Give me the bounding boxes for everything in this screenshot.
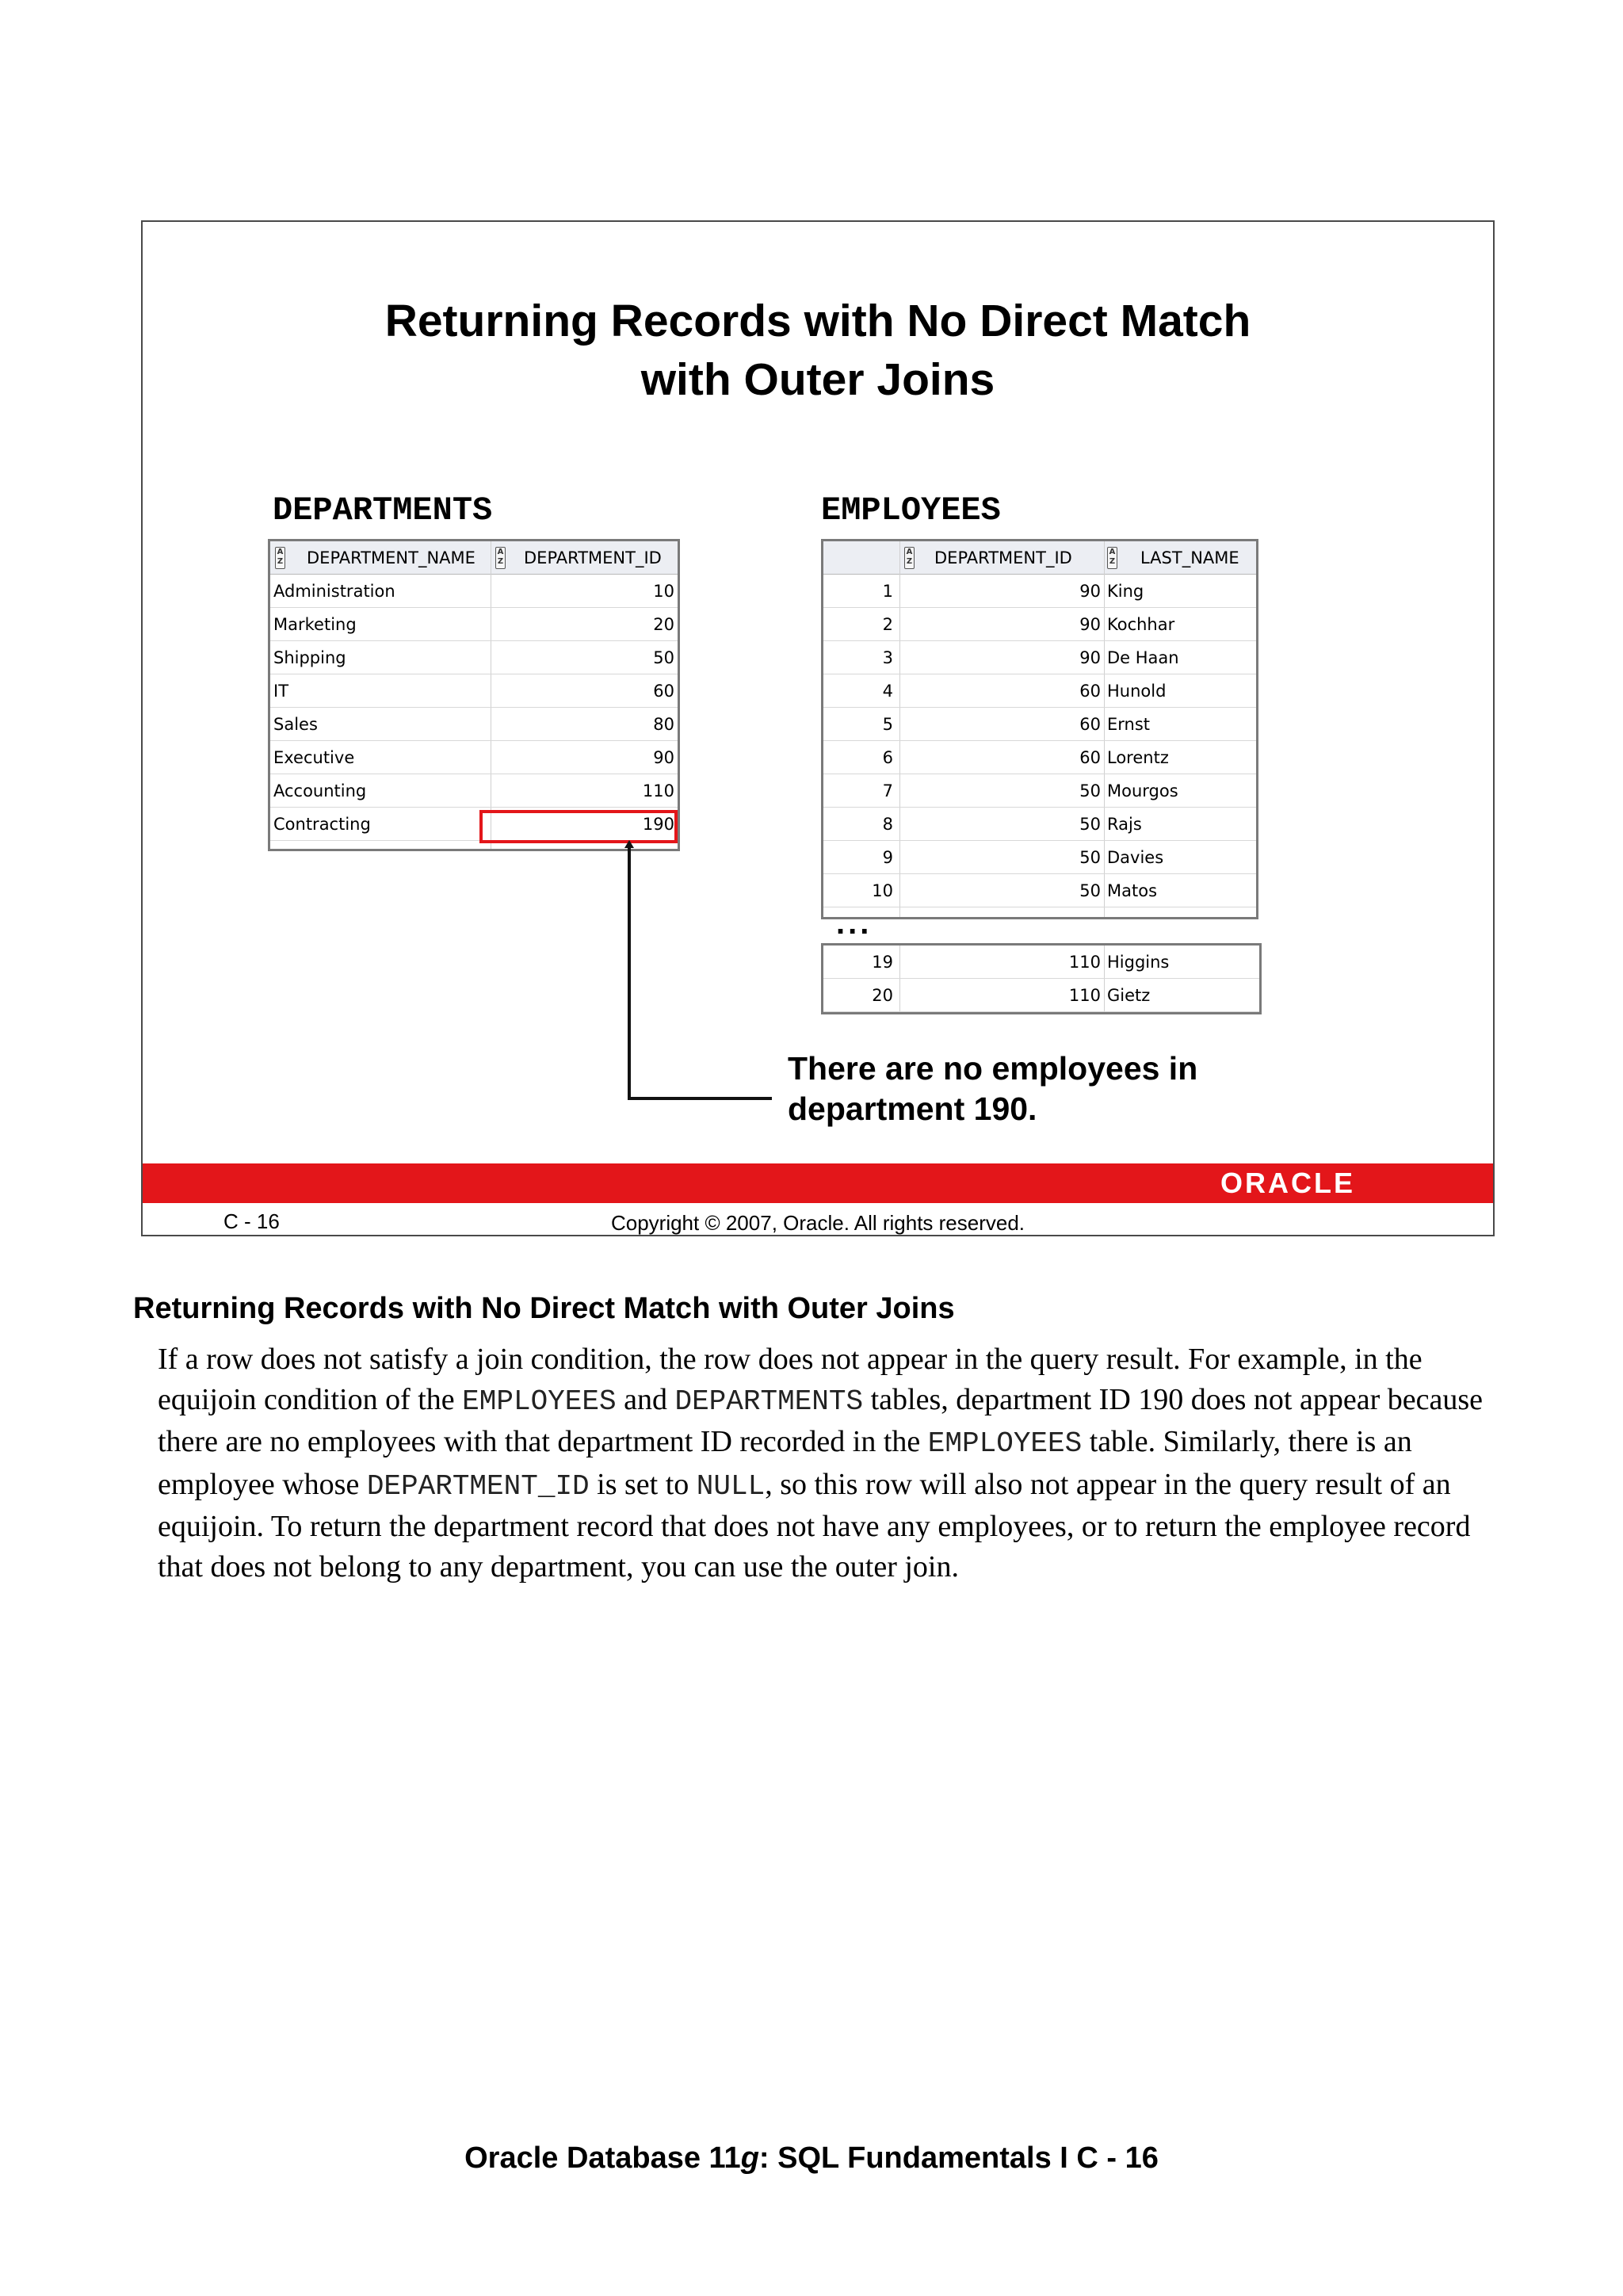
cell-department-id: 50 [1079,848,1101,867]
table-row [823,774,1256,808]
cell-department-name: Administration [273,582,395,601]
cell-department-id: 60 [653,682,674,701]
table-row [823,641,1256,674]
cell-last-name: Rajs [1107,815,1142,834]
sort-icon[interactable]: A Z [1107,547,1117,569]
table-header-row [823,541,1256,575]
departments-caption: DEPARTMENTS [273,491,493,529]
cell-row-number: 1 [882,582,893,601]
cell-department-id: 80 [653,715,674,734]
sort-icon[interactable]: A Z [275,547,285,569]
notes-text: is set to [589,1467,697,1501]
copyright-text: Copyright © 2007, Oracle. All rights reserved. [610,1211,1025,1235]
notes-text: table. Similarly, there is an employee whose [158,1425,1412,1501]
ellipsis: ... [836,906,873,941]
employees-table-tail [821,943,1262,1014]
code-employees: EMPLOYEES [927,1427,1083,1460]
notes-text: If a row does not satisfy a join condition, the row does not appear in the query result. For example, in the equijoin condition of the [158,1343,1423,1416]
table-row [823,708,1256,741]
cell-department-id: 10 [653,582,674,601]
notes-title: Returning Records with No Direct Match with Outer Joins [133,1292,955,1325]
column-header-last-name[interactable]: LAST_NAME [1140,548,1239,567]
employees-caption: EMPLOYEES [821,491,1001,529]
table-row [823,741,1256,774]
cell-row-number: 19 [872,953,893,972]
cell-department-id: 110 [1068,953,1101,972]
connector-arrow-icon [624,840,635,851]
table-row [823,575,1256,608]
cell-department-id: 190 [642,815,674,834]
cell-row-number: 20 [872,986,893,1005]
cell-department-id: 60 [1079,748,1101,767]
cell-row-number: 5 [882,715,893,734]
cell-last-name: Mourgos [1107,781,1178,800]
table-row [270,674,678,708]
cell-row-number: 8 [882,815,893,834]
cell-department-id: 90 [1079,582,1101,601]
table-row [270,608,678,641]
cell-department-name: Sales [273,715,318,734]
cell-last-name: Ernst [1107,715,1151,734]
column-header-department-name[interactable]: DEPARTMENT_NAME [307,548,475,567]
cell-last-name: Davies [1107,848,1164,867]
cell-last-name: Hunold [1107,682,1167,701]
cell-last-name: Gietz [1107,986,1151,1005]
cell-last-name: Higgins [1107,953,1170,972]
cell-department-id: 50 [1079,815,1101,834]
notes-text: and [616,1382,675,1416]
cell-department-name: Executive [273,748,355,767]
notes-text: , so this row will also not appear in the query result of an equijoin. To return the department record that does not have any employees, or to return the employee record that does not belong to any department, you can use the outer join. [158,1467,1471,1584]
cell-row-number: 10 [872,881,893,900]
cell-department-id: 20 [653,615,674,634]
table-row [823,608,1256,641]
code-employees: EMPLOYEES [462,1385,617,1418]
cell-row-number: 3 [882,648,893,667]
cell-department-name: Contracting [273,815,371,834]
notes-text: tables, department ID 190 does not appear because there are no employees with that department ID recorded in the [158,1382,1483,1458]
table-row [270,774,678,808]
cell-row-number: 9 [882,848,893,867]
cell-department-name: Shipping [273,648,346,667]
callout-line1: There are no employees in [788,1050,1198,1087]
cell-department-id: 90 [1079,615,1101,634]
cell-last-name: De Haan [1107,648,1179,667]
table-row [270,575,678,608]
slide [141,220,1495,1236]
table-row [823,979,1259,1012]
table-row [270,708,678,741]
employees-table [821,539,1258,919]
sort-icon[interactable]: A Z [904,547,915,569]
page-footer [0,2140,1623,2176]
cell-last-name: Matos [1107,881,1158,900]
footer-prefix: Oracle Database 11 [464,2141,741,2175]
cell-last-name: Kochhar [1107,615,1175,634]
cell-department-id: 110 [642,781,674,800]
slide-title-line2: with Outer Joins [640,354,995,405]
sort-icon[interactable]: A Z [495,547,506,569]
table-row [823,946,1259,979]
footer-suffix: : SQL Fundamentals I C - 16 [758,2141,1159,2175]
table-row [823,808,1256,841]
departments-table [268,539,680,851]
cell-department-id: 90 [653,748,674,767]
slide-title [143,292,1493,409]
slide-number: C - 16 [223,1209,280,1233]
callout-text [788,1049,1263,1129]
code-department-id: DEPARTMENT_ID [366,1469,590,1503]
table-row [270,641,678,674]
cell-department-name: Accounting [273,781,367,800]
connector-line-vertical [628,843,631,1100]
table-row [823,841,1256,874]
oracle-logo: ORACLE [1220,1167,1355,1199]
cell-department-id: 90 [1079,648,1101,667]
cell-department-id: 50 [1079,881,1101,900]
highlight-box-190 [479,810,678,843]
cell-department-name: Marketing [273,615,357,634]
code-departments: DEPARTMENTS [674,1385,864,1418]
table-row [270,741,678,774]
cell-department-id: 50 [653,648,674,667]
table-row [823,674,1256,708]
cell-department-id: 50 [1079,781,1101,800]
callout-line2: department 190. [788,1091,1037,1127]
table-header-row [270,541,678,575]
cell-department-id: 60 [1079,682,1101,701]
cell-department-id: 110 [1068,986,1101,1005]
slide-title-line1: Returning Records with No Direct Match [384,296,1251,346]
cell-row-number: 6 [882,748,893,767]
cell-row-number: 2 [882,615,893,634]
cell-last-name: Lorentz [1107,748,1169,767]
footer-italic: g [740,2141,759,2175]
cell-last-name: King [1107,582,1144,601]
notes-paragraph [158,1339,1505,1587]
table-row [823,874,1256,907]
cell-department-id: 60 [1079,715,1101,734]
connector-line-horizontal [628,1097,772,1100]
cell-department-name: IT [273,682,289,701]
cell-row-number: 7 [882,781,893,800]
code-null: NULL [696,1469,766,1503]
cell-row-number: 4 [882,682,893,701]
column-header-department-id[interactable]: DEPARTMENT_ID [524,548,662,567]
column-header-department-id[interactable]: DEPARTMENT_ID [934,548,1072,567]
